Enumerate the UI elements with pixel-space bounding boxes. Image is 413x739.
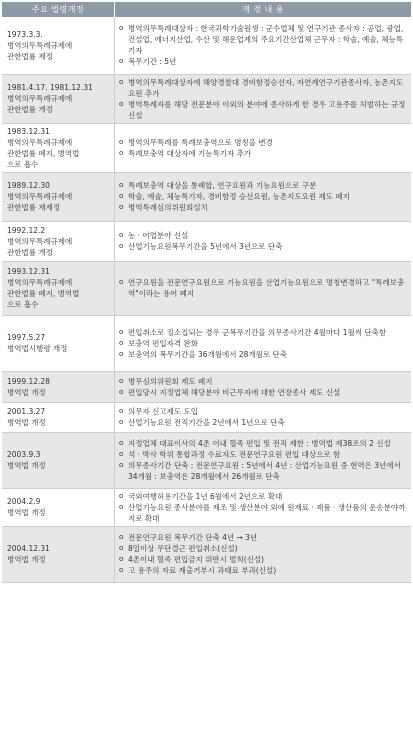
table-row bbox=[2, 123, 411, 172]
content-list bbox=[119, 137, 407, 159]
revision-date-law bbox=[2, 432, 115, 488]
content-item: o 복무기간 : 5년 bbox=[119, 56, 407, 67]
revision-content bbox=[115, 261, 412, 315]
revision-line: 2003.9.3 bbox=[7, 450, 41, 459]
content-item: o 병역의무특례를 특례보충역으로 명칭을 변경 bbox=[119, 137, 407, 148]
revision-date-law bbox=[2, 488, 115, 526]
table-row bbox=[2, 402, 411, 432]
revision-line: 병역법 개정 bbox=[7, 555, 46, 564]
content-list bbox=[119, 491, 407, 524]
revision-content bbox=[115, 74, 412, 123]
revision-line: 관한법률 제정 bbox=[7, 51, 53, 61]
revision-line: 2004.2.9 bbox=[7, 497, 41, 506]
revision-date-law bbox=[2, 74, 115, 123]
content-list bbox=[119, 23, 407, 67]
revision-line: 병역법 개정 bbox=[7, 461, 46, 470]
revision-line: 1999.12.28 bbox=[7, 376, 50, 386]
table-row bbox=[2, 371, 411, 402]
content-list bbox=[119, 180, 407, 213]
revision-line: 병역의무특례규제에 bbox=[7, 40, 73, 50]
revision-date-law bbox=[2, 172, 115, 221]
law-revision-table bbox=[2, 2, 411, 583]
content-item: o 농 · 어업분야 신설 bbox=[119, 230, 407, 241]
revision-content bbox=[115, 123, 412, 172]
revision-line: 관한법률 개정 bbox=[7, 105, 53, 114]
revision-date-law bbox=[2, 123, 115, 172]
content-item: o 전문연구요원 복무기간 단축 4년 → 3년 bbox=[119, 532, 407, 543]
content-list bbox=[119, 376, 407, 398]
content-item: o 국외여행허용기간을 1년 6월에서 2년으로 확대 bbox=[119, 491, 407, 502]
revision-line: 1989.12.30 bbox=[7, 181, 50, 190]
revision-content bbox=[115, 172, 412, 221]
content-item: o 편입취소로 징소집되는 경우 군복무기간을 의무종사기간 4월마다 1월씩 단축함 bbox=[119, 327, 407, 338]
table-row bbox=[2, 315, 411, 371]
revision-content bbox=[115, 432, 412, 488]
revision-line: 병역법 개정 bbox=[7, 418, 46, 427]
table-row bbox=[2, 74, 411, 123]
revision-content bbox=[115, 17, 412, 74]
revision-line: 병역의무특례규제에 bbox=[7, 278, 73, 287]
revision-line: 2001.3.27 bbox=[7, 407, 46, 416]
revision-content bbox=[115, 402, 412, 432]
revision-line: 1997.5.27 bbox=[7, 333, 46, 342]
revision-line: 1992.12.2 bbox=[7, 225, 46, 235]
revision-line: 병역법시행령 개정 bbox=[7, 344, 68, 353]
header-major-revision: 주요 법령개정 bbox=[2, 2, 115, 17]
revision-line: 관한법률 폐지, 병역법 bbox=[7, 148, 80, 158]
revision-line: 병역법 개정 bbox=[7, 508, 46, 517]
revision-line: 으로 흡수 bbox=[7, 159, 39, 169]
table-header-row bbox=[2, 2, 411, 17]
revision-line: 1983.12.31 bbox=[7, 126, 50, 136]
content-item: o 특례보충역 대상을 통폐합, 연구요원과 기능요원으로 구분 bbox=[119, 180, 407, 191]
table-row bbox=[2, 221, 411, 261]
revision-line: 1973.3.3. bbox=[7, 29, 43, 39]
content-list bbox=[119, 438, 407, 482]
content-item: o 보충역 편입자격 완화 bbox=[119, 338, 407, 349]
content-item: o 병무심의위원회 제도 폐지 bbox=[119, 376, 407, 387]
header-revision-content: 개 정 내 용 bbox=[115, 2, 412, 17]
content-item: o 4촌이내 혈족 편입금지 위반시 벌칙(신설) bbox=[119, 554, 407, 565]
revision-line: 병역의무특례규제에 bbox=[7, 236, 73, 246]
revision-date-law bbox=[2, 261, 115, 315]
revision-content bbox=[115, 488, 412, 526]
table-row bbox=[2, 261, 411, 315]
content-item: o 편입당시 지정업체 해당분야 비근무자에 대한 연장종사 제도 신설 bbox=[119, 387, 407, 398]
table-row bbox=[2, 526, 411, 582]
content-item: o 고 용주의 자료 제출거부시 과태료 부과(신설) bbox=[119, 565, 407, 576]
content-item: o 병역특례자를 해당 전문분야 이외의 분야에 종사하게 한 경우 고용주를 처벌하는 규정신설 bbox=[119, 99, 407, 121]
table-row bbox=[2, 488, 411, 526]
table-row bbox=[2, 432, 411, 488]
content-list bbox=[119, 277, 407, 299]
content-item: o 병역특례심의위원회설치 bbox=[119, 202, 407, 213]
revision-line: 관한법률 재제정 bbox=[7, 203, 61, 212]
content-item: o 석 · 박사 학위 통합과정 수료자도 전문연구요원 편입 대상으로 함 bbox=[119, 449, 407, 460]
content-item: o 학술, 예술, 체능특기자, 경비함정 승선요원, 농촌지도요원 제도 폐지 bbox=[119, 191, 407, 202]
content-item: o 산업기능요원복무기간을 5년에서 3년으로 단축 bbox=[119, 241, 407, 252]
revision-content bbox=[115, 221, 412, 261]
content-item: o 병역의무특례대상자에 해양경찰대 경비함정승선자, 자연계연구기관종사자, 농촌지도요원 추가 bbox=[119, 77, 407, 99]
revision-line: 1981.4.17. 1981.12.31 bbox=[7, 83, 93, 92]
content-item: o 의무종사기간 단축 : 전문연구요원 : 5년에서 4년 : 산업기능요원 중 현역은 3년에서 34개월 : 보충역은 28개월에서 26개월로 단축 bbox=[119, 460, 407, 482]
content-list bbox=[119, 406, 407, 428]
revision-content bbox=[115, 526, 412, 582]
content-item: o 지정업체 대표이사의 4촌 이내 혈족 편입 및 전직 제한 : 병역법 제38조의 2 신설 bbox=[119, 438, 407, 449]
revision-line: 병역의무특례규제에 bbox=[7, 137, 73, 147]
content-list bbox=[119, 230, 407, 252]
content-item: o 산업기능요원 종사분야를 제조 및 생산분야 외에 원재료 · 제품 · 생산품의 운송분야까지로 확대 bbox=[119, 502, 407, 524]
revision-content bbox=[115, 371, 412, 402]
content-item: o 의무자 신고제도 도입 bbox=[119, 406, 407, 417]
revision-line: 관한법률 폐지, 병역법 bbox=[7, 289, 80, 298]
revision-date-law bbox=[2, 315, 115, 371]
revision-date-law bbox=[2, 371, 115, 402]
revision-line: 1993.12.31 bbox=[7, 267, 50, 276]
table-body bbox=[2, 17, 411, 582]
revision-date-law bbox=[2, 402, 115, 432]
content-item: o 연구요원을 전문연구요원으로 기능요원을 산업기능요원으로 명칭변경하고 "특례보충역"이라는 용어 폐지 bbox=[119, 277, 407, 299]
table-row bbox=[2, 17, 411, 74]
content-item: o 8일이상 무단결근 편입취소(신설) bbox=[119, 543, 407, 554]
revision-line: 관한법률 개정 bbox=[7, 247, 53, 257]
revision-line: 2004.12.31 bbox=[7, 544, 50, 553]
revision-line: 으로 흡수 bbox=[7, 300, 39, 309]
content-item: o 특례보충역 대상자에 기능특기자 추가 bbox=[119, 148, 407, 159]
table-row bbox=[2, 172, 411, 221]
revision-date-law bbox=[2, 221, 115, 261]
revision-content bbox=[115, 315, 412, 371]
revision-line: 병역법 개정 bbox=[7, 387, 46, 397]
content-list bbox=[119, 532, 407, 576]
revision-line: 병역의무특례규제에 bbox=[7, 192, 73, 201]
content-item: o 산업기능요원 전직기간을 2년에서 1년으로 단축 bbox=[119, 417, 407, 428]
content-list bbox=[119, 77, 407, 121]
revision-line: 병역의무특례규제에 bbox=[7, 94, 73, 103]
revision-date-law bbox=[2, 526, 115, 582]
content-item: o 병역의무특례대상자 : 한국과학기술원생 : 군수업체 및 연구기관 종사자 : 공업, 광업, 건설업, 에너지산업, 수산 및 해운업계의 주요기간산업체 근무자 : 학술, 예술, 체능특기자 bbox=[119, 23, 407, 56]
revision-date-law bbox=[2, 17, 115, 74]
content-item: o 보충역의 복무기간을 36개월에서 28개월로 단축 bbox=[119, 349, 407, 360]
content-list bbox=[119, 327, 407, 360]
